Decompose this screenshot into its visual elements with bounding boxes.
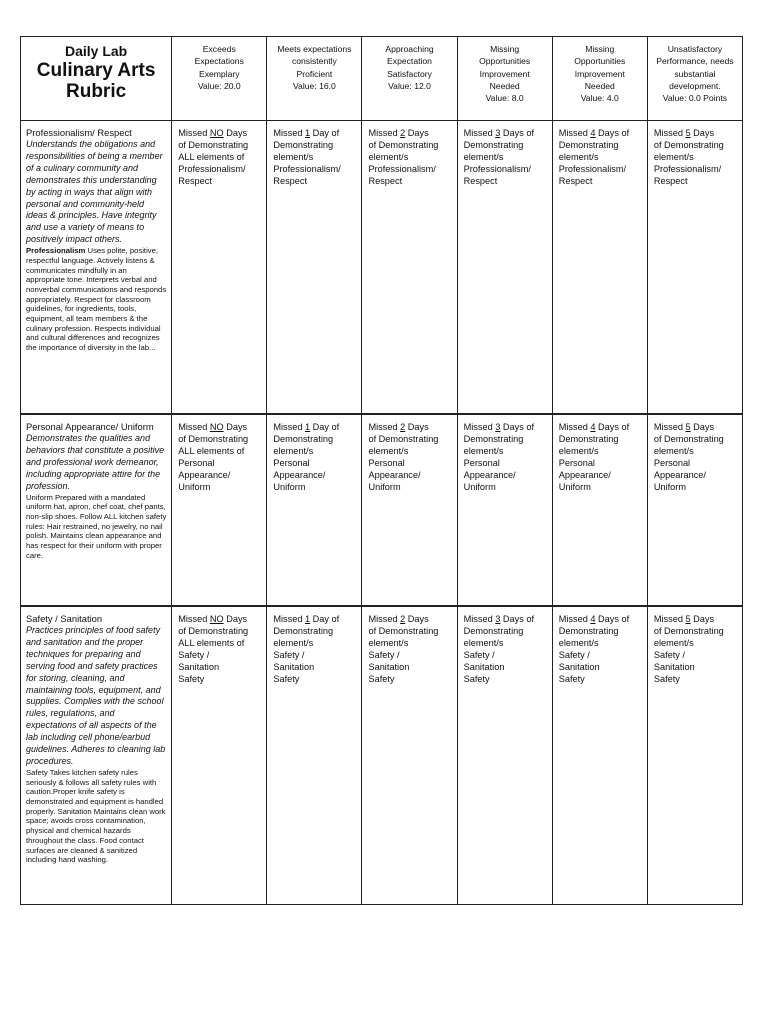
level-header-line: Approaching [385,44,434,54]
score-cell [172,121,267,415]
score-line: of Demonstrating [653,434,724,444]
title-big: Culinary Arts Rubric [36,60,156,103]
score-cell [457,414,552,606]
score-line: element/s [368,446,409,456]
score-text [172,121,266,187]
criterion-name: Safety / Sanitation [26,613,103,624]
score-line: Demonstrating [463,434,524,444]
level-header-line: Expectations [194,56,244,67]
score-cell [172,606,267,905]
score-line: Uniform [653,482,686,492]
missed-count: 2 [400,614,406,624]
score-cell [552,121,647,415]
criterion-text [21,415,171,560]
level-header-text [553,37,647,104]
score-line: of Demonstrating [368,140,439,150]
score-line: Sanitation [273,662,315,672]
header-row [21,37,743,121]
score-text [553,121,647,187]
score-text [172,607,266,685]
level-header [552,37,647,121]
score-line: element/s [463,152,504,162]
score-text [553,415,647,493]
criterion-detail: Uniform Prepared with a mandated uniform hat, apron, chef coat, chef pants, non-slip shoes. Follow ALL kitchen safety rules: Hair restrained, no jewelry, no nail polish. Maintains clean appearance and has respect for their uniform with proper care. [26,492,167,560]
level-header-text [648,37,742,104]
score-text [553,607,647,685]
score-line: Safety / [368,650,400,660]
score-line: Appearance/ [558,470,611,480]
score-line: Missed 1 Day of [273,422,340,432]
score-cell [647,121,742,415]
score-text [458,607,552,685]
score-line: element/s [558,152,599,162]
level-header-line: Opportunities [574,56,626,67]
score-text [458,415,552,493]
level-header-line: Missing [585,44,615,54]
score-line: Uniform [178,482,211,492]
score-cell [647,414,742,606]
score-line: Respect [273,176,308,186]
level-header-line: Opportunities [479,56,531,67]
score-cell [172,414,267,606]
score-line: Sanitation [368,662,410,672]
missed-count: 5 [685,614,691,624]
level-header-line: Proficient [296,68,333,79]
level-header-line: Missing [490,44,520,54]
score-cell [362,121,457,415]
score-line: of Demonstrating [368,626,439,636]
score-line: Demonstrating [273,434,334,444]
score-line: element/s [558,638,599,648]
criterion-detail-label: Professionalism [26,246,86,256]
score-line: element/s [558,446,599,456]
score-line: Uniform [463,482,496,492]
score-text [648,415,742,493]
score-text [362,121,456,187]
criterion-description: Understands the obligations and responsibilities of being a member of a culinary community and demonstrates this understanding by acting in ways that align with personal and community-held ideas & principles. Have integrity and use a variety of means to positively impact others. [26,139,163,245]
missed-count: NO [209,422,224,432]
level-header-text [458,37,552,104]
score-line: Uniform [273,482,306,492]
level-header-line: Value: 4.0 [580,93,619,104]
score-line: of Demonstrating [178,626,249,636]
score-text [267,607,361,685]
score-line: Safety [178,674,205,684]
level-header-line: Improvement [574,68,625,79]
score-line: Professionalism/ [558,164,627,174]
missed-count: 1 [304,614,311,624]
score-line: element/s [273,152,314,162]
criterion-row [21,606,743,905]
score-line: element/s [653,638,694,648]
score-line: Personal [653,458,691,468]
score-line: Respect [178,176,212,186]
score-line: Safety [273,674,300,684]
score-line: Missed NO Days [178,128,248,138]
criterion-cell [21,606,172,905]
score-line: element/s [368,152,409,162]
score-line: Missed 1 Day of [273,128,340,138]
score-line: Personal [273,458,310,468]
criterion-detail: Safety Takes kitchen safety rules seriously & follows all safety rules with caution.Proper knife safety is demonstrated and equipment is handled properly. Sanitation Maintains clean work space; avoids cross contamination, physical and chemical hazards throughout the class. Food contact surfaces are cleaned & sanitized including hand washing. [26,767,166,865]
missed-count: 4 [590,128,596,138]
score-line: Safety [463,674,490,684]
missed-count: 3 [495,128,501,138]
missed-count: 2 [400,128,406,138]
score-line: Professionalism/ [463,164,531,174]
score-line: Missed 3 Days of [463,614,535,624]
score-line: ALL elements of [178,446,245,456]
score-line: Professionalism/ [178,164,246,174]
level-header-line: Improvement [479,68,530,79]
score-cell [457,606,552,905]
level-header-line: Value: 12.0 [388,80,431,91]
missed-count: 3 [495,422,501,432]
score-line: Demonstrating [558,626,619,636]
score-line: Uniform [558,482,591,492]
rubric-table [20,36,743,905]
score-line: element/s [273,446,314,456]
level-header-line: Satisfactory [387,68,432,79]
level-header [362,37,457,121]
missed-count: NO [209,614,224,624]
level-header [172,37,267,121]
level-header-text [267,37,361,92]
level-header-line: Performance, needs [656,56,734,67]
score-line: element/s [463,446,504,456]
score-line: Safety / [463,650,495,660]
score-line: Personal [463,458,500,468]
score-text [362,607,456,685]
score-text [267,121,361,187]
score-line: ALL elements of [178,152,245,162]
score-line: element/s [653,152,694,162]
score-line: Appearance/ [653,470,706,480]
score-text [648,607,742,685]
score-line: element/s [273,638,314,648]
missed-count: 1 [304,422,311,432]
score-line: Professionalism/ [368,164,436,174]
criterion-row [21,121,743,415]
score-line: Sanitation [653,662,695,672]
criterion-text [21,121,171,353]
score-line: Sanitation [463,662,505,672]
missed-count: 5 [685,422,691,432]
level-header-line: Unsatisfactory [667,44,723,54]
score-line: Personal [558,458,595,468]
level-header-text [362,37,456,92]
score-line: Missed NO Days [178,614,248,624]
level-header-line: Exceeds [202,44,236,54]
score-line: Safety [558,674,585,684]
score-line: Professionalism/ [273,164,341,174]
score-line: Respect [558,176,593,186]
score-line: Safety / [653,650,685,660]
level-header-line: Value: 0.0 Points [662,93,728,104]
missed-count: 4 [590,614,596,624]
level-header-line: substantial [674,68,716,79]
title-small: Daily Lab [64,43,128,59]
missed-count: 4 [590,422,596,432]
score-line: of Demonstrating [368,434,439,444]
level-header-text [172,37,266,92]
score-line: Missed 2 Days [368,128,429,138]
criterion-name: Personal Appearance/ Uniform [26,421,154,432]
score-line: Missed 5 Days [653,614,715,624]
criterion-name: Professionalism/ Respect [26,127,132,138]
score-line: Sanitation [178,662,220,672]
score-line: Safety / [558,650,590,660]
missed-count: 5 [685,128,691,138]
level-header-line: Value: 16.0 [292,80,336,91]
criterion-detail: Professionalism Uses polite, positive, respectful language. Actively listens & communicates mindfully in an appropriate tone. Interprets verbal and nonverbal communications and responds appropriately. Respect for classroom guidelines, for ingredients, tools, equipment, all team members & the culinary profession. Respects individual and cultural differences and recognizes the importance of diversity in the lab... [26,246,167,353]
score-line: Safety / [178,650,210,660]
score-line: Demonstrating [558,434,619,444]
score-line: Uniform [368,482,401,492]
level-header-line: consistently [291,56,337,67]
criterion-row [21,414,743,606]
score-line: Missed 5 Days [653,128,715,138]
score-cell [457,121,552,415]
score-line: Missed 4 Days of [558,128,630,138]
score-cell [267,606,362,905]
level-header-line: Meets expectations [277,44,352,54]
score-line: Respect [463,176,498,186]
level-header [457,37,552,121]
score-line: Demonstrating [558,140,619,150]
score-cell [362,414,457,606]
criterion-text [21,607,171,865]
level-header-line: Exemplary [198,68,240,79]
score-line: Appearance/ [273,470,326,480]
score-line: Missed 3 Days of [463,422,535,432]
score-line: Appearance/ [463,470,516,480]
criterion-cell [21,121,172,415]
score-text [648,121,742,187]
level-header-line: Needed [584,80,615,91]
score-line: Professionalism/ [653,164,722,174]
score-line: of Demonstrating [178,140,249,150]
score-cell [267,121,362,415]
score-line: Safety [653,674,680,684]
score-line: Missed 5 Days [653,422,715,432]
score-line: element/s [463,638,504,648]
missed-count: 1 [304,128,311,138]
score-line: Appearance/ [178,470,231,480]
level-header-line: Value: 20.0 [197,80,241,91]
score-cell [552,414,647,606]
score-cell [552,606,647,905]
score-line: element/s [368,638,409,648]
score-line: Missed 4 Days of [558,422,630,432]
criterion-description: Practices principles of food safety and sanitation and the proper techniques for preparing and serving food and safety practices for storing, cleaning, and maintaining tools, equipment, and supplies. Complies with the school rules, regulations, and expectations of all aspects of the lab including cell phone/earbud guidelines. Adheres to cleaning lab procedures. [26,625,166,766]
score-line: Missed 2 Days [368,422,429,432]
score-line: of Demonstrating [653,140,724,150]
score-cell [362,606,457,905]
score-text [458,121,552,187]
score-line: ALL elements of [178,638,245,648]
score-line: of Demonstrating [653,626,724,636]
score-line: element/s [653,446,694,456]
score-line: Safety / [273,650,305,660]
criterion-description: Demonstrates the qualities and behaviors that constitute a positive and professional work demeanor, including appropriate attire for the profession. [26,433,165,491]
score-line: Missed 2 Days [368,614,429,624]
level-header-line: Value: 8.0 [485,93,524,104]
score-line: Demonstrating [273,626,334,636]
score-line: Missed NO Days [178,422,248,432]
score-text [362,415,456,493]
missed-count: NO [209,128,224,138]
score-line: Sanitation [558,662,600,672]
score-line: Personal [178,458,215,468]
level-header-line: Needed [489,80,520,91]
score-cell [647,606,742,905]
missed-count: 2 [400,422,406,432]
score-line: Safety [368,674,395,684]
level-header [647,37,742,121]
score-text [172,415,266,493]
level-header-line: development. [669,80,721,91]
score-cell [267,414,362,606]
score-text [267,415,361,493]
score-line: Missed 3 Days of [463,128,535,138]
score-line: Appearance/ [368,470,421,480]
title-cell [21,37,172,121]
score-line: Respect [653,176,688,186]
score-line: Personal [368,458,405,468]
criterion-cell [21,414,172,606]
level-header-line: Expectation [387,56,432,67]
score-line: Demonstrating [273,140,334,150]
score-line: Demonstrating [463,140,524,150]
missed-count: 3 [495,614,501,624]
score-line: Missed 1 Day of [273,614,340,624]
level-header [267,37,362,121]
score-line: Respect [368,176,403,186]
score-line: Missed 4 Days of [558,614,630,624]
score-line: of Demonstrating [178,434,249,444]
score-line: Demonstrating [463,626,524,636]
